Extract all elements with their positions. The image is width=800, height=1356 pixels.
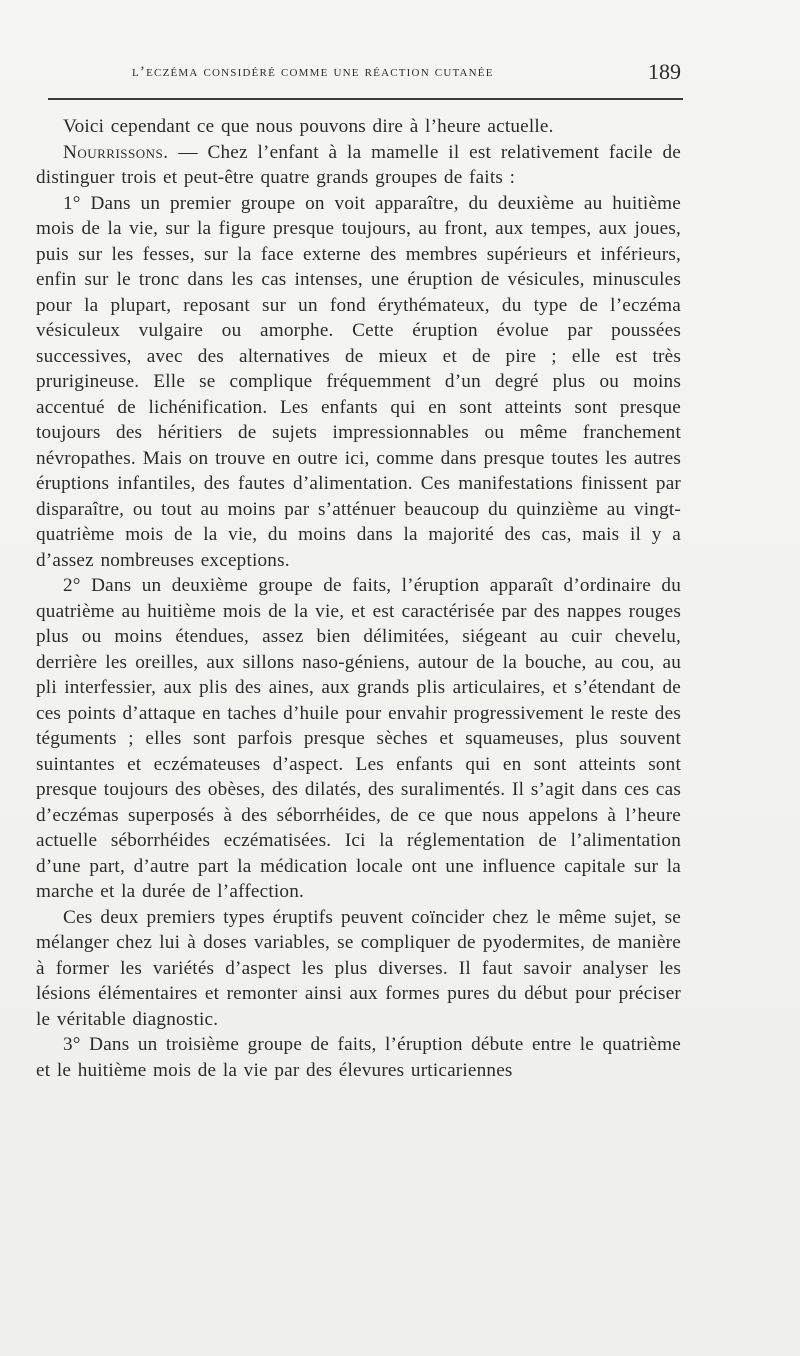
paragraph-2-text: — Chez l’enfant à la mamelle il est relativement facile de distinguer trois et peut-être quatre grands groupes de faits : (36, 141, 681, 188)
running-header (36, 58, 681, 88)
body-text (36, 114, 681, 1083)
paragraph-5: Ces deux premiers types éruptifs peuvent coïncider chez le même sujet, se mélanger chez lui à doses variables, se compliquer de pyodermites, de manière à former les variétés d’aspect les plus diverses. Il faut savoir analyser les lésions élémentaires et remonter ainsi aux formes pures du début pour préciser le véritable diagnostic. (36, 906, 681, 1030)
paragraph-1: Voici cependant ce que nous pouvons dire à l’heure actuelle. (63, 116, 554, 137)
running-title: l’eczéma considéré comme une réaction cutanée (132, 64, 494, 80)
section-lead: Nourrissons. (63, 141, 169, 163)
paragraph-4: 2° Dans un deuxième groupe de faits, l’éruption apparaît d’ordinaire du quatrième au huitième mois de la vie, et est caractérisée par des nappes rouges plus ou moins étendues, assez bien délimitées, siégeant au cuir chevelu, derrière les oreilles, aux sillons naso-géniens, autour de la bouche, au cou, au pli interfessier, aux plis des aines, aux grands plis articulaires, et s’étendant de ces points d’attaque en taches d’huile pour envahir progressivement le reste des téguments ; elles sont parfois presque sèches et squameuses, plus souvent suintantes et eczémateuses d’aspect. Les enfants qui en sont atteints sont presque toujours des obèses, des dilatés, des suralimentés. Il s’agit dans ces cas d’eczémas superposés à des séborrhéides, de ce que nous appelons à l’heure actuelle séborrhéides eczématisées. Ici la réglementation de l’alimentation d’une part, d’autre part la médication locale ont une influence capitale sur la marche et la durée de l’affection. (36, 575, 681, 902)
page-number: 189 (648, 59, 681, 84)
paragraph-2 (36, 140, 681, 191)
paragraph-6: 3° Dans un troisième groupe de faits, l’éruption débute entre le quatrième et le huitième mois de la vie par des élevures urticariennes (36, 1034, 681, 1081)
paragraph-3: 1° Dans un premier groupe on voit apparaître, du deuxième au huitième mois de la vie, sur la figure presque toujours, au front, aux tempes, aux joues, puis sur les fesses, sur la face externe des membres supérieurs et inférieurs, enfin sur le tronc dans les cas intenses, une éruption de vésicules, minuscules pour la plupart, reposant sur un fond érythémateux, du type de l’eczéma vésiculeux vulgaire ou amorphe. Cette éruption évolue par poussées successives, avec des alternatives de mieux et de pire ; elle est très prurigineuse. Elle se complique fréquemment d’un degré plus ou moins accentué de lichénification. Les enfants qui en sont atteints sont presque toujours des héritiers de sujets impressionnables ou même franchement névropathes. Mais on trouve en outre ici, comme dans presque toutes les autres éruptions infantiles, des fautes d’alimentation. Ces manifestations finissent par disparaître, ou tout au moins par s’atténuer beaucoup du quinzième au vingt-quatrième mois de la vie, du moins dans la majorité des cas, mais il y a d’assez nombreuses exceptions. (36, 192, 681, 571)
header-rule (48, 98, 683, 100)
